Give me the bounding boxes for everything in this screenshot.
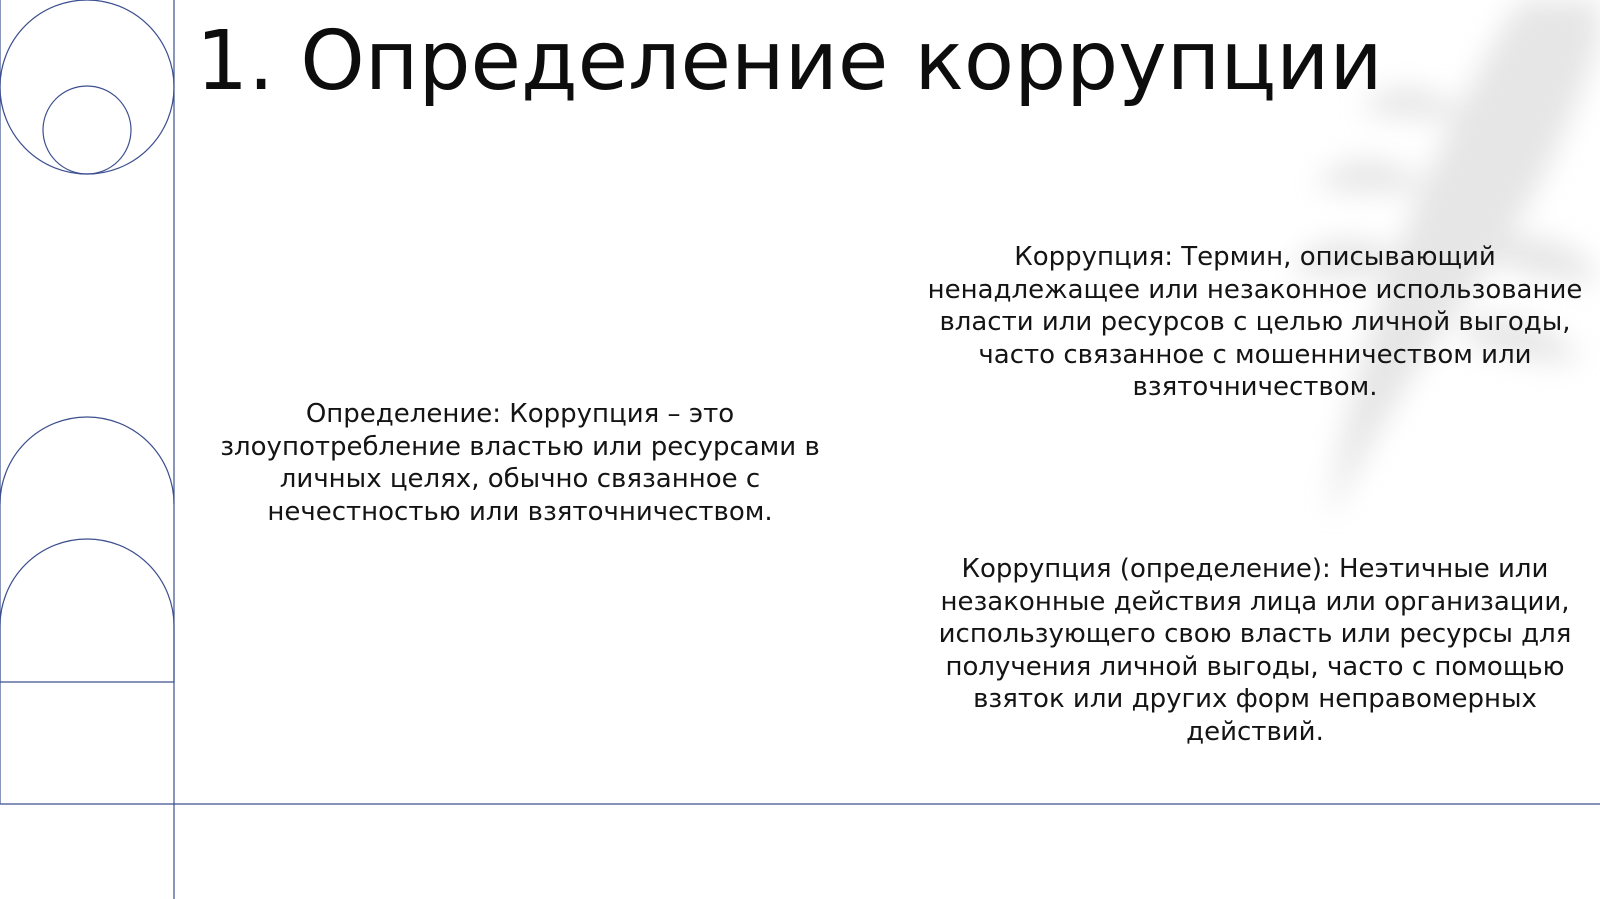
large-circle-shape: [0, 0, 174, 174]
definition-text-left: Определение: Коррупция – это злоупотребление властью или ресурсами в личных целях, обычно связанное с нечестностью или взяточничеством.: [220, 399, 820, 527]
upper-arch-shape: [0, 417, 174, 504]
page-title: 1. Определение коррупции: [196, 14, 1383, 109]
definition-text-right-bottom: Коррупция (определение): Неэтичные или незаконные действия лица или организации, использующего свою власть или ресурсы для получения личной выгоды, часто с помощью взяток или других форм неправомерных действий.: [938, 554, 1572, 747]
definition-text-right-top: Коррупция: Термин, описывающий ненадлежащее или незаконное использование власти или ресурсов с целью личной выгоды, часто связанное с мошенничеством или взяточничеством.: [927, 242, 1583, 402]
lower-arch-shape: [0, 539, 174, 682]
small-circle-shape: [43, 86, 131, 174]
